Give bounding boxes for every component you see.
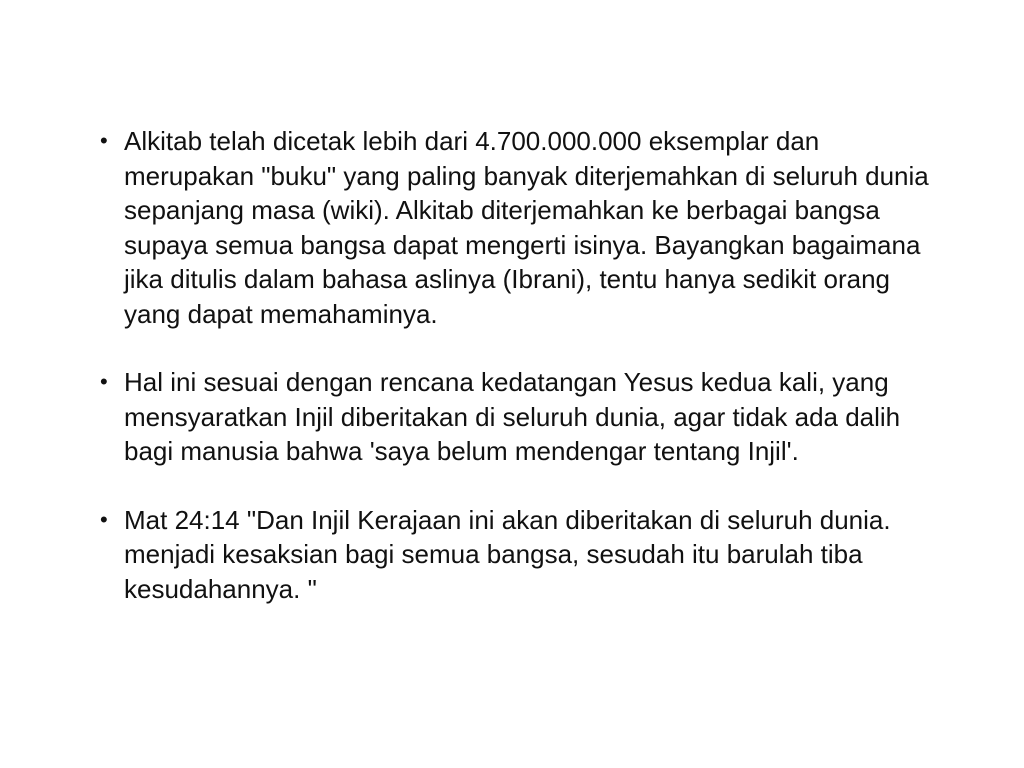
bullet-text: Mat 24:14 "Dan Injil Kerajaan ini akan diberitakan di seluruh dunia. menjadi kesaksian bagi semua bangsa, sesudah itu barulah tiba kesudahannya. " <box>124 504 891 604</box>
bullet-item-3 <box>100 503 930 607</box>
bullet-item-2 <box>100 365 930 469</box>
bullet-marker: • <box>100 506 108 532</box>
bullet-marker: • <box>100 369 108 394</box>
bullet-text: Hal ini sesuai dengan rencana kedatangan Yesus kedua kali, yang mensyaratkan Injil diberitakan di seluruh dunia, agar tidak ada dalih bagi manusia bahwa 'saya belum mendengar tentang Injil'. <box>124 367 901 466</box>
bullet-list <box>100 124 930 640</box>
bullet-marker: • <box>100 128 108 153</box>
bullet-text: Alkitab telah dicetak lebih dari 4.700.000.000 eksemplar dan merupakan "buku" yang paling banyak diterjemahkan di seluruh dunia sepanjang masa (wiki). Alkitab diterjemahkan ke berbagai bangsa supaya semua bangsa dapat mengerti isinya. Bayangkan bagaimana jika ditulis dalam bahasa aslinya (Ibrani), tentu hanya sedikit orang yang dapat memahaminya. <box>124 126 929 329</box>
bullet-item-1 <box>100 124 930 331</box>
